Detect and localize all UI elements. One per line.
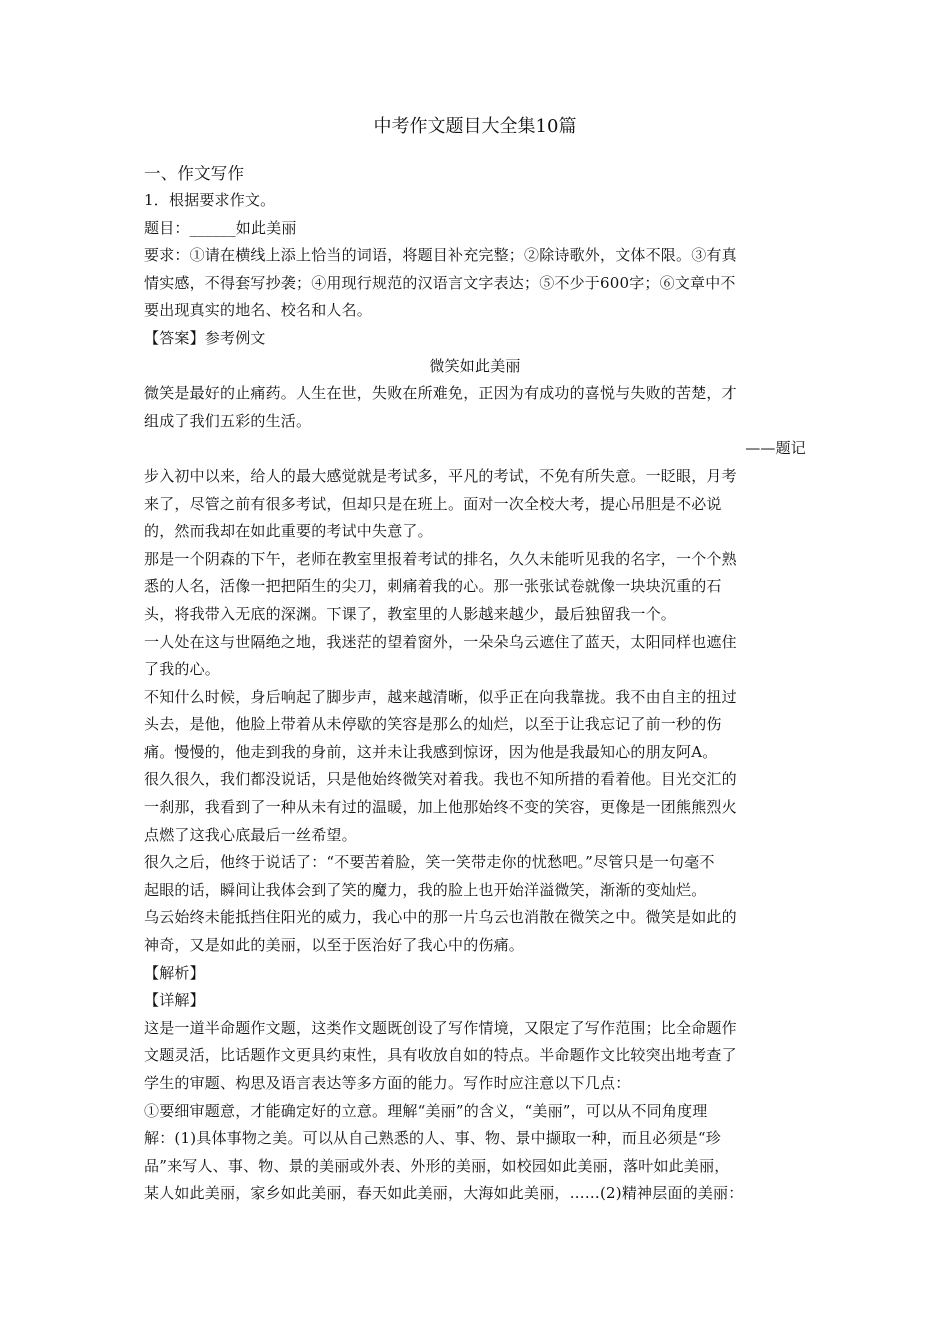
requirements-line: 情实感，不得套写抄袭；④用现行规范的汉语言文字表达；⑤不少于600字；⑥文章中不 <box>144 273 736 292</box>
question-topic: 题目：______如此美丽 <box>144 218 297 237</box>
point-line: ①要细审题意，才能确定好的立意。理解“美丽”的含义，“美丽”，可以从不同角度理 <box>144 1101 708 1120</box>
essay-line: 神奇，又是如此的美丽，以至于医治好了我心中的伤痛。 <box>144 936 525 955</box>
point-line: 品”来写人、事、物、景的美丽或外表、外形的美丽，如校园如此美丽，落叶如此美丽， <box>144 1156 730 1175</box>
question-number: 1．根据要求作文。 <box>144 191 276 209</box>
essay-line: 一人处在这与世隔绝之地，我迷茫的望着窗外，一朵朵乌云遮住了蓝天，太阳同样也遮住 <box>144 632 737 651</box>
essay-line: 痛。慢慢的，他走到我的身前，这并未让我感到惊讶，因为他是我最知心的朋友阿A。 <box>144 742 718 761</box>
requirements-line: 要出现真实的地名、校名和人名。 <box>144 301 373 320</box>
essay-line: 头去，是他，他脸上带着从未停歇的笑容是那么的灿烂，以至于让我忘记了前一秒的伤 <box>144 715 722 734</box>
essay-line: 来了，尽管之前有很多考试，但却只是在班上。面对一次全校大考，提心吊胆是不必说 <box>144 494 722 513</box>
essay-line: 步入初中以来，给人的最大感觉就是考试多，平凡的考试，不免有所失意。一眨眼，月考 <box>144 466 737 485</box>
essay-line: 乌云始终未能抵挡住阳光的威力，我心中的那一片乌云也消散在微笑之中。微笑是如此的 <box>144 908 737 927</box>
point-paragraph <box>144 1098 806 1208</box>
question-requirements <box>144 242 806 325</box>
epigraph-attribution: ——题记 <box>745 439 806 458</box>
detail-line: 学生的审题、构思及语言表达等多方面的能力。写作时应注意以下几点： <box>144 1074 631 1092</box>
essay-paragraph <box>144 849 806 904</box>
document-body <box>144 160 806 1208</box>
essay-line: 头，将我带入无底的深渊。下课了，教室里的人影越来越少，最后独留我一个。 <box>144 604 677 623</box>
detail-paragraph <box>144 1015 806 1098</box>
essay-line: 那是一个阴森的下午，老师在教室里报着考试的排名，久久未能听见我的名字，一个个熟 <box>144 549 737 568</box>
point-line: 解：(1)具体事物之美。可以从自己熟悉的人、事、物、景中撷取一种，而且必须是“珍 <box>144 1129 721 1148</box>
essay-line: 的，然而我却在如此重要的考试中失意了。 <box>144 522 433 541</box>
essay-body <box>144 463 806 960</box>
essay-line: 点燃了这我心底最后一丝希望。 <box>144 825 357 844</box>
requirements-line: 要求：①请在横线上添上恰当的词语，将题目补充完整；②除诗歌外，文体不限。③有真 <box>144 246 737 265</box>
essay-paragraph <box>144 766 806 849</box>
document-title: 中考作文题目大全集10篇 <box>373 116 577 137</box>
essay-line: 悉的人名，活像一把把陌生的尖刀，刺痛着我的心。那一张张试卷就像一块块沉重的石 <box>144 577 722 596</box>
analysis-label: 【解析】 <box>144 963 205 982</box>
essay-paragraph <box>144 684 806 767</box>
epigraph-line: 微笑是最好的止痛药。人生在世，失败在所难免，正因为有成功的喜悦与失败的苦楚，才 <box>144 384 737 403</box>
essay-line: 起眼的话，瞬间让我体会到了笑的魔力，我的脸上也开始洋溢微笑，渐渐的变灿烂。 <box>144 880 707 899</box>
answer-label: 【答案】参考例文 <box>144 328 266 347</box>
essay-line: 不知什么时候，身后响起了脚步声，越来越清晰，似乎正在向我靠拢。我不由自主的扭过 <box>144 687 737 706</box>
essay-line: 很久之后，他终于说话了：“不要苦着脸，笑一笑带走你的忧愁吧。”尽管只是一句毫不 <box>144 853 715 872</box>
detail-line: 文题灵活，比话题作文更具约束性，具有收放自如的特点。半命题作文比较突出地考查了 <box>144 1046 737 1065</box>
detail-label: 【详解】 <box>144 991 205 1010</box>
essay-paragraph <box>144 629 806 684</box>
essay-line: 了我的心。 <box>144 660 221 679</box>
essay-paragraph <box>144 904 806 959</box>
essay-title: 微笑如此美丽 <box>429 356 521 375</box>
essay-paragraph <box>144 546 806 629</box>
section-heading: 一、作文写作 <box>144 164 245 183</box>
essay-line: 很久很久，我们都没说话，只是他始终微笑对着我。我也不知所措的看着他。目光交汇的 <box>144 770 737 789</box>
essay-paragraph <box>144 463 806 546</box>
essay-line: 一刹那，我看到了一种从未有过的温暖，加上他那始终不变的笑容，更像是一团熊熊烈火 <box>144 798 737 817</box>
point-line: 某人如此美丽，家乡如此美丽，春天如此美丽，大海如此美丽，……(2)精神层面的美丽： <box>144 1184 744 1203</box>
essay-epigraph <box>144 380 806 435</box>
epigraph-line: 组成了我们五彩的生活。 <box>144 411 312 430</box>
detail-line: 这是一道半命题作文题，这类作文题既创设了写作情境，又限定了写作范围；比全命题作 <box>144 1018 737 1037</box>
